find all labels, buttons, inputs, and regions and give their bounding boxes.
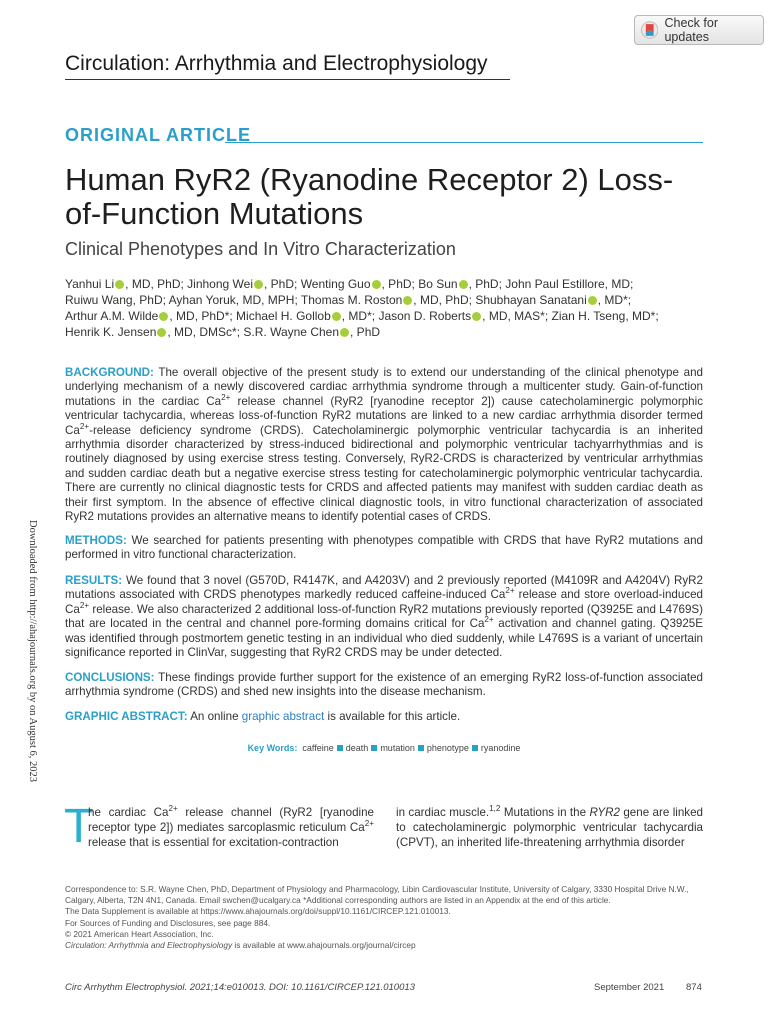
footer-date: September 2021 <box>594 982 665 993</box>
body-column-2: in cardiac muscle.$^{1,2}$ Mutations in the RYR2 gene are linked to catecholaminergic polymorphic ventricular tachycardia (CPVT), an inherited life-threatening arrhythmia disorder <box>396 804 704 849</box>
conclusions-heading: CONCLUSIONS: <box>65 671 155 684</box>
author-name: Arthur A.M. Wilde <box>65 309 159 323</box>
keyword: ryanodine <box>480 743 521 753</box>
keyword: death <box>345 743 369 753</box>
orcid-icon[interactable] <box>588 296 597 305</box>
graphic-abstract-pre: An online <box>190 710 242 723</box>
abstract-background <box>65 366 703 524</box>
author-name: Ayhan Yoruk <box>168 293 236 307</box>
abstract-results <box>65 574 703 660</box>
keyword-list <box>302 743 520 753</box>
body-column-1: he cardiac $Ca^{2+}$ release channel (RyR2 [ryanodine receptor type 2]) mediates sarcoplasmic reticulum $Ca^{2+}$ release that is essential for excitation-contraction <box>88 804 374 849</box>
author-degrees: , MD*; <box>625 309 659 323</box>
footnote-line: Correspondence to: S.R. Wayne Chen, PhD, Department of Physiology and Pharmacology, Libin Cardiovascular Institute, University of Calgary, 3330 Hospital Drive N.W., Calgary, Alberta, T2N 4N1, Canada. Email swchen@ucalgary.ca *Additional corresponding authors are listed in an Appendix at the end of this article. <box>65 884 689 906</box>
author-degrees: , MD, DMSc*; <box>167 325 244 339</box>
orcid-icon[interactable] <box>159 312 168 321</box>
journal-underline <box>65 79 510 80</box>
orcid-icon[interactable] <box>157 328 166 337</box>
author-name: Bo Sun <box>418 277 458 291</box>
article-type-rule <box>225 142 703 143</box>
article-type: ORIGINAL ARTICLE <box>65 125 251 145</box>
author-degrees: , MD, PhD*; <box>169 309 237 323</box>
keyword: phenotype <box>426 743 469 753</box>
download-notice: Downloaded from http://ahajournals.org by on August 6, 2023 <box>27 520 38 782</box>
author-name: Jinhong Wei <box>187 277 253 291</box>
author-name: Ruiwu Wang <box>65 293 133 307</box>
graphic-abstract-link[interactable]: graphic abstract <box>241 710 325 723</box>
article-subtitle: Clinical Phenotypes and In Vitro Characterization <box>65 239 456 259</box>
conclusions-text: These findings provide further support for the existence of an emerging RyR2 loss-of-function associated arrhythmia syndrome (CRDS) and shed new insights into the disease mechanism. <box>65 671 703 699</box>
author-name: S.R. Wayne Chen <box>243 325 340 339</box>
author-degrees: , PhD; <box>381 277 419 291</box>
results-heading: RESULTS: <box>65 574 123 587</box>
author-degrees: , MD*; <box>597 293 632 307</box>
author-degrees: , MD, MPH; <box>235 293 301 307</box>
author-name: Jason D. Roberts <box>378 309 472 323</box>
crossmark-icon <box>641 20 658 40</box>
author-degrees: , PhD <box>350 325 381 339</box>
footnote-line: The Data Supplement is available at https://www.ahajournals.org/doi/suppl/10.1161/CIRCEP.121.010013. <box>65 906 451 917</box>
author-degrees: , MD*; <box>341 309 379 323</box>
check-for-updates-button[interactable] <box>634 15 764 45</box>
abstract-graphic <box>65 710 703 724</box>
keywords-label: Key Words: <box>247 743 298 753</box>
footnotes <box>65 884 705 951</box>
footnote-line: © 2021 American Heart Association, Inc. <box>65 928 214 939</box>
author-name: Michael H. Gollob <box>236 309 331 323</box>
abstract-conclusions <box>65 671 703 700</box>
orcid-icon[interactable] <box>403 296 412 305</box>
background-text: The overall objective of the present study is to extend our understanding of the clinical phenotype and underlying mechanism of a newly discovered cardiac arrhythmia syndrome through a multicenter study. Gain-of-function mutations in the cardiac $Ca^{2+}$ release channel (RyR2 [ryanodine receptor 2]) cause catecholaminergic polymorphic ventricular tachycardia, whereas loss-of-function RyR2 mutations are linked to a new cardiac arrhythmia disorder termed $Ca^{2+}$-release deficiency syndrome (CRDS). Catecholaminergic polymorphic ventricular tachycardia is an inherited arrhythmia disorder characterized by stress-induced bidirectional and polymorphic ventricular tachyarrhythmias and is routinely diagnosed by using exercise stress testing. Conversely, RyR2-CRDS is characterized by ventricular arrhythmias and sudden cardiac death but a negative exercise stress testing for catecholaminergic polymorphic ventricular tachycardia. There are currently no clinical diagnostic tests for CRDS and affected patients may manifest with sudden cardiac death as their first symptom. In the absence of effective clinical diagnostic tools, in vitro functional characterization of associated RyR2 mutations provides an alternative means to identify potential cases of CRDS. <box>65 366 704 524</box>
keywords <box>0 743 768 753</box>
keyword-separator-icon <box>472 745 478 751</box>
dropcap-letter: T <box>64 800 94 853</box>
article-title: Human RyR2 (Ryanodine Receptor 2) Loss-of-Function Mutations <box>65 162 674 231</box>
graphic-abstract-post: is available for this article. <box>324 710 461 723</box>
footer-citation: Circ Arrhythm Electrophysiol. 2021;14:e010013. DOI: 10.1161/CIRCEP.121.010013 <box>65 982 415 993</box>
author-degrees: , MD, PhD; <box>125 277 188 291</box>
orcid-icon[interactable] <box>340 328 349 337</box>
results-text: We found that 3 novel (G570D, R4147K, and A4203V) and 2 previously reported (M4109R and A4204V) RyR2 mutations associated with CRDS phenotypes markedly reduced caffeine-induced $Ca^{2+}$ release and store overload-induced $Ca^{2+}$ release. We also characterized 2 additional loss-of-function RyR2 mutations previously reported (Q3925E and L4769S) that are located in the central and channel pore-forming domains critical for $Ca^{2+}$ activation and channel gating. Q3925E was identified through postmortem genetic testing in an individual who died suddenly, while L4769S is a variant of uncertain significance reported in ClinVar, suggesting that RyR2 CRDS may be under detected. <box>65 574 703 660</box>
orcid-icon[interactable] <box>254 280 263 289</box>
orcid-icon[interactable] <box>115 280 124 289</box>
keyword-separator-icon <box>371 745 377 751</box>
background-heading: BACKGROUND: <box>65 366 154 379</box>
footnote-line: Circulation: Arrhythmia and Electrophysiology is available at www.ahajournals.org/journal/circep <box>65 940 416 951</box>
author-degrees: , PhD; <box>132 293 169 307</box>
author-list <box>65 276 705 340</box>
author-name: Wenting Guo <box>300 277 371 291</box>
methods-heading: METHODS: <box>65 534 127 547</box>
methods-text: We searched for patients presenting with phenotypes compatible with CRDS that have RyR2 mutations and performed in vitro functional characterization. <box>65 534 703 562</box>
author-degrees: , MD; <box>604 277 634 291</box>
author-degrees: , PhD; <box>468 277 506 291</box>
check-for-updates-label: Check for updates <box>664 16 718 44</box>
keyword: caffeine <box>302 743 334 753</box>
author-degrees: , MD, PhD; <box>413 293 476 307</box>
author-name: Henrik K. Jensen <box>65 325 157 339</box>
author-degrees: , MD, MAS*; <box>482 309 552 323</box>
orcid-icon[interactable] <box>472 312 481 321</box>
graphic-abstract-heading: GRAPHIC ABSTRACT: <box>65 710 188 723</box>
author-name: John Paul Estillore <box>505 277 605 291</box>
author-name: Thomas M. Roston <box>300 293 403 307</box>
journal-name[interactable]: Circulation: Arrhythmia and Electrophysiology <box>65 52 488 75</box>
author-degrees: , PhD; <box>264 277 301 291</box>
keyword-separator-icon <box>418 745 424 751</box>
page-number: 874 <box>686 982 702 993</box>
footnote-line: For Sources of Funding and Disclosures, see page 884. <box>65 917 271 928</box>
author-name: Shubhayan Sanatani <box>475 293 587 307</box>
orcid-icon[interactable] <box>459 280 468 289</box>
orcid-icon[interactable] <box>372 280 381 289</box>
orcid-icon[interactable] <box>332 312 341 321</box>
author-name: Yanhui Li <box>65 277 115 291</box>
author-name: Zian H. Tseng <box>551 309 626 323</box>
keyword-separator-icon <box>337 745 343 751</box>
keyword: mutation <box>380 743 415 753</box>
abstract-methods <box>65 534 703 563</box>
